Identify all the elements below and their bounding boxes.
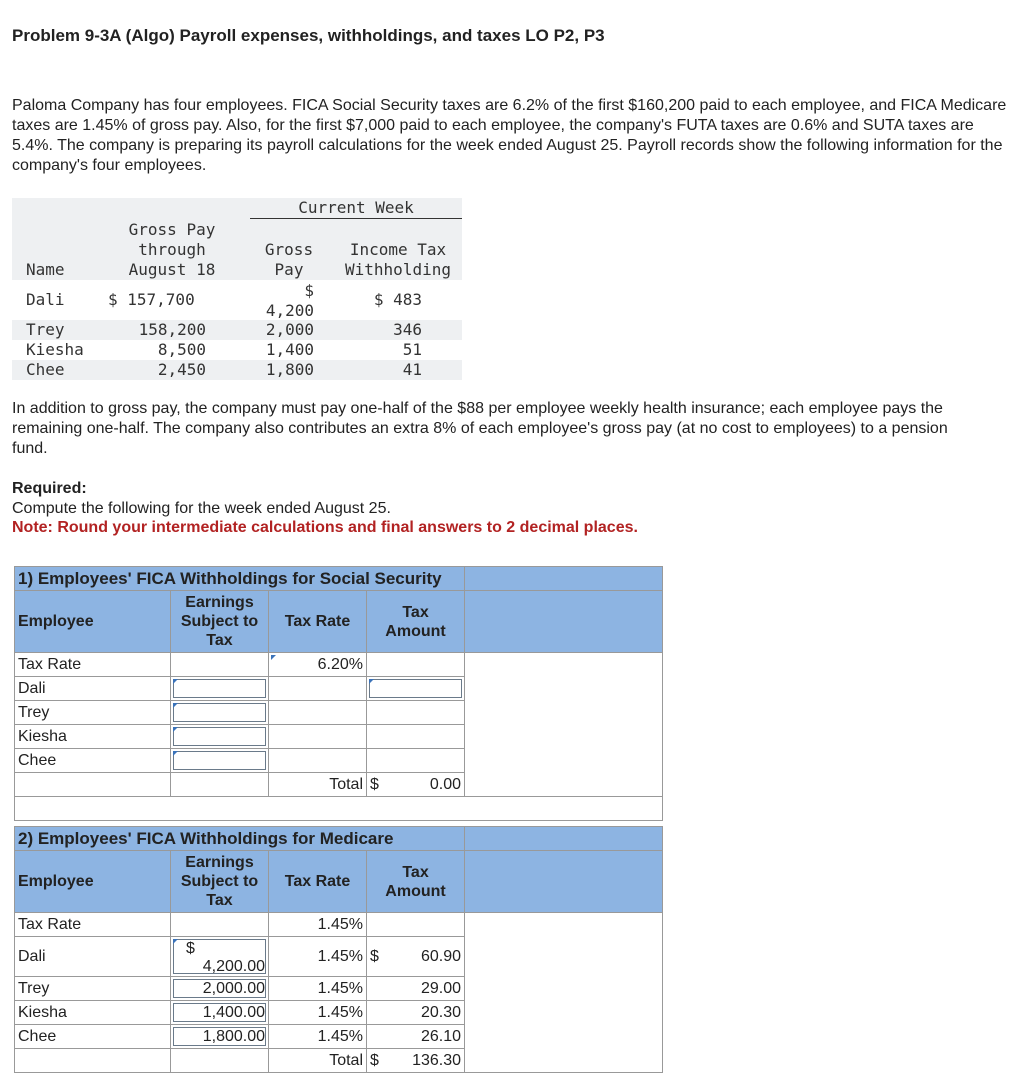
- tax-rate-value: 1.45%: [269, 913, 367, 937]
- record-ytd: $ 157,700: [108, 290, 195, 309]
- record-income: 51: [402, 340, 422, 359]
- record-gross: 1,400: [265, 340, 314, 359]
- rounding-note: Note: Round your intermediate calculations and final answers to 2 decimal places.: [12, 519, 638, 536]
- tax-rate-row-label: Tax Rate: [15, 653, 171, 677]
- record-ytd: 8,500: [157, 340, 206, 359]
- empty-cell: [171, 773, 269, 797]
- income-tax-header: Income Tax Withholding: [345, 240, 451, 279]
- earnings-input[interactable]: $ 4,200.00: [171, 937, 269, 977]
- employee-name: Kiesha: [15, 1001, 171, 1025]
- tax-amount-header: Tax Amount: [367, 591, 465, 653]
- total-label: Total: [269, 773, 367, 797]
- tax-amount-cell: [367, 725, 465, 749]
- medicare-worksheet: [14, 826, 663, 1073]
- name-header: Name: [26, 260, 65, 279]
- gross-pay-header: Gross Pay: [264, 240, 314, 279]
- employee-header: Employee: [15, 591, 171, 653]
- employee-name: Trey: [15, 977, 171, 1001]
- record-income: $ 483: [373, 290, 422, 309]
- tax-rate-cell: 1.45%: [269, 1001, 367, 1025]
- record-gross-symbol: $: [304, 281, 314, 300]
- tax-rate-cell: 1.45%: [269, 1025, 367, 1049]
- intro-paragraph: Paloma Company has four employees. FICA Social Security taxes are 6.2% of the first $160,200 paid to each employee, and FICA Medicare taxes are 1.45% of gross pay. Also, for the first $7,000 paid to each employee, the company's FUTA taxes are 0.6% and SUTA taxes are 5.4%. The company is preparing its payroll calculations for the week ended August 25. Payroll records show the following information for the company's four employees.: [12, 97, 1007, 174]
- record-name: Chee: [26, 360, 65, 379]
- earnings-input[interactable]: [171, 677, 269, 701]
- empty-cell: [367, 653, 465, 677]
- total-value: $ 0.00: [367, 773, 465, 797]
- gross-through-header: Gross Pay through August 18: [128, 220, 216, 279]
- record-ytd: 2,450: [157, 360, 206, 379]
- total-value: $ 136.30: [367, 1049, 465, 1073]
- empty-cell: [269, 677, 367, 701]
- tax-amount-header: Tax Amount: [367, 851, 465, 913]
- header-filler: [465, 591, 663, 653]
- addition-paragraph: In addition to gross pay, the company must pay one-half of the $88 per employee weekly health insurance; each employee pays the remaining one-half. The company also contributes an extra 8% of each employee's gross pay (at no cost to employees) to a pension fund.: [12, 400, 948, 457]
- header-filler: [465, 567, 663, 591]
- earnings-input[interactable]: [171, 749, 269, 773]
- spacer-row: [15, 797, 663, 821]
- empty-cell: [269, 701, 367, 725]
- social-security-worksheet: [14, 566, 663, 821]
- record-name: Trey: [26, 320, 65, 339]
- empty-cell: [171, 913, 269, 937]
- record-ytd: 158,200: [138, 320, 206, 339]
- tax-amount-input[interactable]: [367, 677, 465, 701]
- tax-amount-cell: 20.30: [367, 1001, 465, 1025]
- header-filler: [465, 851, 663, 913]
- record-income: 346: [393, 320, 422, 339]
- record-gross: 2,000: [265, 320, 314, 339]
- problem-title: Problem 9-3A (Algo) Payroll expenses, withholdings, and taxes LO P2, P3: [12, 26, 605, 45]
- earnings-input[interactable]: [171, 701, 269, 725]
- employee-name: Trey: [15, 701, 171, 725]
- tax-amount-cell: [367, 701, 465, 725]
- earnings-input[interactable]: 1,400.00: [171, 1001, 269, 1025]
- tax-rate-header: Tax Rate: [269, 591, 367, 653]
- total-label: Total: [269, 1049, 367, 1073]
- record-gross: 4,200: [265, 301, 314, 320]
- tax-rate-value: 6.20%: [269, 653, 367, 677]
- empty-cell: [171, 653, 269, 677]
- employee-name: Dali: [15, 937, 171, 977]
- current-week-label: Current Week: [298, 198, 414, 217]
- record-income: 41: [402, 360, 422, 379]
- tax-rate-row-label: Tax Rate: [15, 913, 171, 937]
- empty-cell: [269, 725, 367, 749]
- tax-amount-cell: 29.00: [367, 977, 465, 1001]
- empty-cell: [269, 749, 367, 773]
- earnings-input[interactable]: [171, 725, 269, 749]
- empty-cell: [15, 1049, 171, 1073]
- tax-amount-cell: $ 60.90: [367, 937, 465, 977]
- record-name: Dali: [26, 290, 65, 309]
- tax-rate-header: Tax Rate: [269, 851, 367, 913]
- filler-cell: [465, 913, 663, 1073]
- tax-amount-cell: 26.10: [367, 1025, 465, 1049]
- tax-rate-cell: 1.45%: [269, 937, 367, 977]
- empty-cell: [367, 913, 465, 937]
- employee-name: Kiesha: [15, 725, 171, 749]
- employee-name: Chee: [15, 749, 171, 773]
- section-title: 2) Employees' FICA Withholdings for Medicare: [15, 827, 465, 851]
- required-text: Compute the following for the week ended August 25.: [12, 500, 391, 517]
- record-gross: 1,800: [265, 360, 314, 379]
- filler-cell: [465, 653, 663, 797]
- earnings-header: Earnings Subject to Tax: [171, 591, 269, 653]
- header-filler: [465, 827, 663, 851]
- record-name: Kiesha: [26, 340, 84, 359]
- earnings-input[interactable]: 2,000.00: [171, 977, 269, 1001]
- employee-header: Employee: [15, 851, 171, 913]
- section-title: 1) Employees' FICA Withholdings for Social Security: [15, 567, 465, 591]
- tax-amount-cell: [367, 749, 465, 773]
- employee-name: Chee: [15, 1025, 171, 1049]
- earnings-header: Earnings Subject to Tax: [171, 851, 269, 913]
- employee-name: Dali: [15, 677, 171, 701]
- earnings-input[interactable]: 1,800.00: [171, 1025, 269, 1049]
- required-label: Required:: [12, 480, 87, 497]
- tax-rate-cell: 1.45%: [269, 977, 367, 1001]
- empty-cell: [15, 773, 171, 797]
- current-week-rule: [250, 218, 462, 219]
- empty-cell: [171, 1049, 269, 1073]
